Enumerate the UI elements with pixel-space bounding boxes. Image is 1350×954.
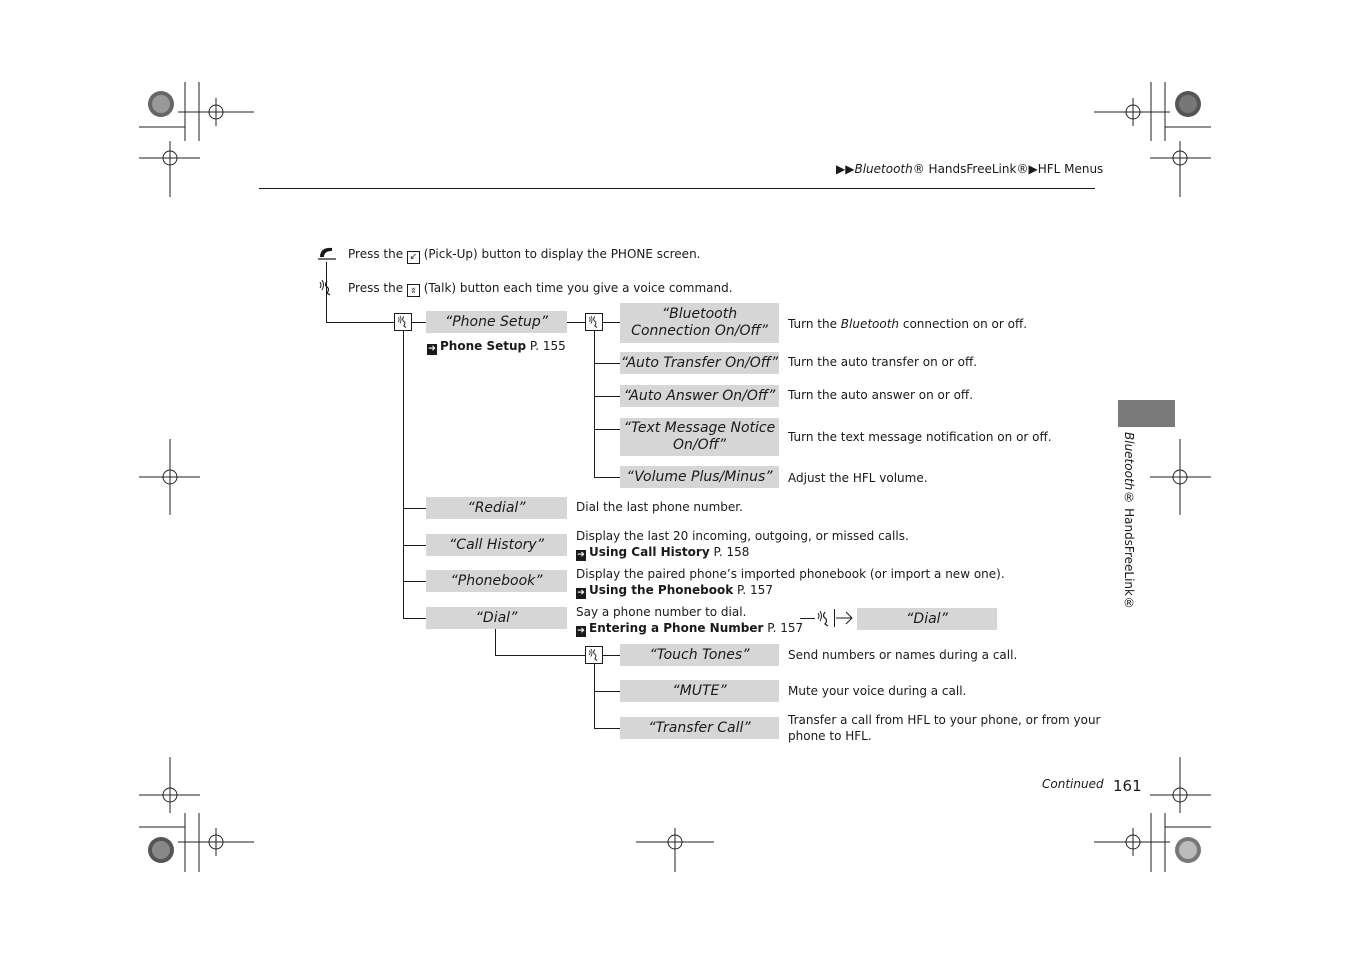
tree-line [403, 331, 404, 619]
cmd-dial: “Dial” [426, 607, 567, 629]
desc-phonebook: Display the paired phone’s imported phonebook (or import a new one). ➔ Using the Phonebook P. 157 [576, 567, 1005, 598]
reference-arrow-icon: ➔ [428, 344, 436, 354]
ref-dial[interactable]: ➔ Entering a Phone Number P. 157 [577, 621, 804, 636]
desc-auto-answer: Turn the auto answer on or off. [788, 388, 974, 402]
desc-auto-transfer: Turn the auto transfer on or off. [788, 355, 978, 369]
pickup-icon [317, 245, 337, 261]
ref-phone-setup[interactable]: ➔ Phone Setup P. 155 [428, 339, 566, 354]
cmd-transfer-call: “Transfer Call” [620, 717, 779, 739]
tree-line [495, 655, 585, 656]
tree-line [594, 396, 620, 397]
talk-icon [585, 313, 603, 331]
cmd-auto-transfer: “Auto Transfer On/Off” [620, 352, 779, 374]
continued-label: Continued [1042, 777, 1104, 791]
breadcrumb [836, 161, 1103, 177]
ref-phonebook[interactable]: ➔ Using the Phonebook P. 157 [577, 583, 773, 598]
desc-text-message-notice: Turn the text message notification on or off. [788, 430, 1052, 444]
talk-button-icon: ʬ [407, 284, 420, 297]
tree-line [594, 477, 620, 478]
tree-line [403, 618, 426, 619]
intro-talk: Press the ʬ (Talk) button each time you give a voice command. [348, 281, 733, 295]
talk-icon [585, 646, 603, 664]
header-rule [259, 188, 1095, 189]
cmd-phonebook: “Phonebook” [426, 570, 567, 592]
tree-line [603, 322, 620, 323]
tree-line [412, 322, 426, 323]
cmd-call-history: “Call History” [426, 534, 567, 556]
tree-line [403, 581, 426, 582]
desc-dial: Say a phone number to dial. ➔ Entering a Phone Number P. 157 [576, 605, 804, 636]
tree-line [594, 664, 595, 729]
talk-icon [816, 610, 832, 628]
reference-arrow-icon: ➔ [577, 550, 585, 560]
ref-call-history[interactable]: ➔ Using Call History P. 158 [577, 545, 750, 560]
talk-icon [394, 313, 412, 331]
desc-transfer-call: Transfer a call from HFL to your phone, or from your phone to HFL. [788, 713, 1101, 743]
intro-pickup: Press the ↙ (Pick-Up) button to display the PHONE screen. [348, 247, 701, 262]
cmd-text-message-notice: “Text Message Notice On/Off” [620, 418, 779, 456]
tree-line [403, 508, 426, 509]
reference-arrow-icon: ➔ [577, 588, 585, 598]
breadcrumb-arrow-icon: ▶ [1028, 162, 1038, 176]
tree-line [594, 691, 620, 692]
tree-line [326, 322, 394, 323]
tree-line [594, 728, 620, 729]
cmd-auto-answer: “Auto Answer On/Off” [620, 385, 779, 407]
desc-touch-tones: Send numbers or names during a call. [788, 648, 1018, 662]
pickup-button-icon: ↙ [407, 251, 420, 264]
cmd-phone-setup: “Phone Setup” [426, 311, 567, 333]
cmd-volume: “Volume Plus/Minus” [620, 466, 779, 488]
breadcrumb-part3: HFL Menus [1037, 162, 1104, 176]
breadcrumb-part2: ® HandsFreeLink® [912, 162, 1029, 176]
tree-line [567, 322, 585, 323]
desc-mute: Mute your voice during a call. [788, 684, 967, 698]
cmd-dial-repeat: “Dial” [857, 608, 997, 630]
tree-line [594, 429, 620, 430]
tree-line [603, 655, 620, 656]
breadcrumb-arrow-icon: ▶▶ [836, 162, 855, 176]
tree-line [594, 331, 595, 478]
desc-bluetooth-connection: Turn the Bluetooth connection on or off. [788, 317, 1028, 331]
desc-call-history: Display the last 20 incoming, outgoing, or missed calls. ➔ Using Call History P. 158 [576, 529, 909, 560]
chapter-tab [1118, 400, 1175, 427]
cmd-touch-tones: “Touch Tones” [620, 644, 779, 666]
tree-line [495, 629, 496, 655]
tree-line [403, 545, 426, 546]
tree-line [800, 618, 815, 619]
cmd-redial: “Redial” [426, 497, 567, 519]
chapter-title: Bluetooth® HandsFreeLink® [1122, 432, 1136, 610]
page-number: 161 [1113, 777, 1142, 795]
talk-icon [318, 279, 334, 297]
cmd-bluetooth-connection: “Bluetooth Connection On/Off” [620, 303, 779, 343]
cmd-mute: “MUTE” [620, 680, 779, 702]
tree-line [834, 609, 835, 627]
desc-volume: Adjust the HFL volume. [788, 471, 928, 485]
arrow-right-icon [836, 611, 854, 625]
breadcrumb-part1: Bluetooth [854, 162, 913, 176]
desc-redial: Dial the last phone number. [576, 500, 743, 514]
tree-line [594, 363, 620, 364]
reference-arrow-icon: ➔ [577, 626, 585, 636]
